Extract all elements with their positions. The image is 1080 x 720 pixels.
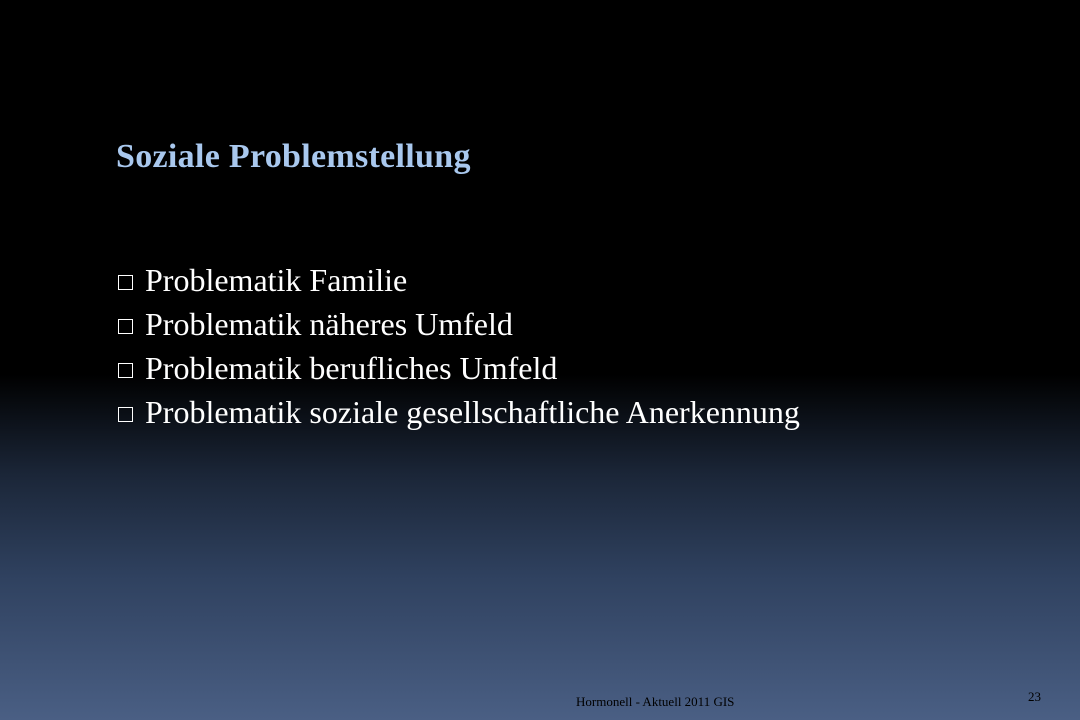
bullet-text: Problematik näheres Umfeld (145, 305, 513, 342)
bullet-item (118, 258, 800, 302)
square-bullet-icon (118, 363, 133, 378)
bullet-list (118, 258, 800, 434)
bullet-item (118, 302, 800, 346)
bullet-text: Problematik soziale gesellschaftliche Anerkennung (145, 393, 800, 430)
slide-title: Soziale Problemstellung (116, 138, 471, 175)
bullet-text: Problematik berufliches Umfeld (145, 349, 558, 386)
square-bullet-icon (118, 319, 133, 334)
square-bullet-icon (118, 407, 133, 422)
bullet-item (118, 346, 800, 390)
square-bullet-icon (118, 275, 133, 290)
slide-footer: Hormonell - Aktuell 2011 GIS (576, 694, 735, 709)
bullet-text: Problematik Familie (145, 261, 408, 298)
page-number: 23 (1028, 689, 1041, 704)
bullet-item (118, 390, 800, 434)
